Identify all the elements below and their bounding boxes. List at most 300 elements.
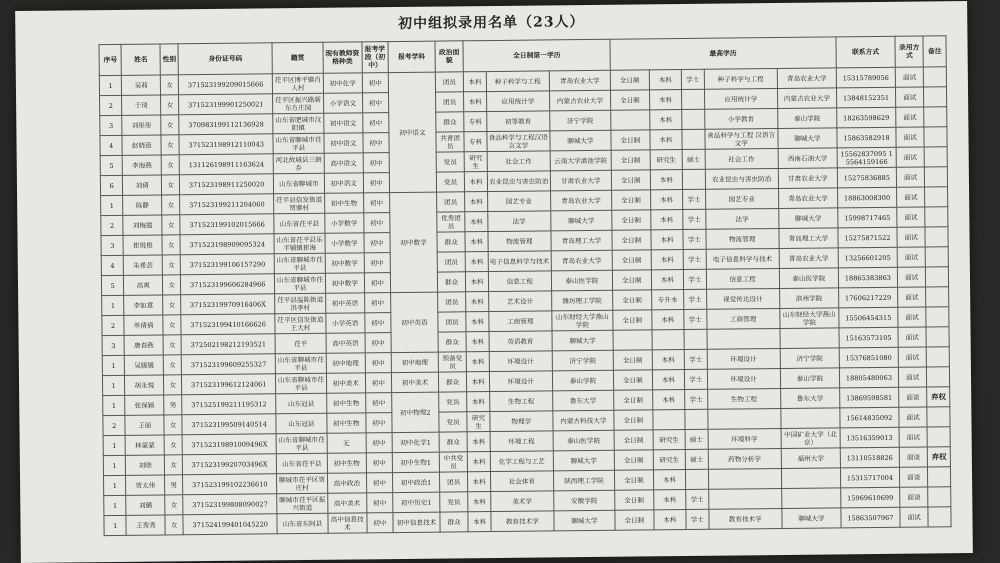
row-id: 371523198911250020 <box>180 174 274 195</box>
row-cert: 初中地理 <box>326 353 365 373</box>
row-method: 面试 <box>897 267 926 287</box>
roster-body <box>99 67 951 536</box>
row-hi-mode: 全日制 <box>615 510 654 530</box>
row-id: 371523198912110043 <box>179 134 273 155</box>
row-no: 2 <box>102 315 125 335</box>
row-subject: 初中物理2 <box>392 392 439 432</box>
row-gender: 女 <box>161 115 180 135</box>
row-subject: 初中信息技术 <box>393 512 440 532</box>
row-level: 初中 <box>366 433 393 453</box>
row-gender: 女 <box>162 195 181 215</box>
row-hi-degree: 本科 <box>650 130 683 150</box>
row-ft-degree: 本科 <box>466 312 489 332</box>
row-political: 党员 <box>439 412 468 432</box>
row-hi-degree: 研究生 <box>650 150 683 170</box>
row-ft-major: 教育技术学 <box>491 511 554 532</box>
row-political: 中共党员 <box>439 452 468 472</box>
row-hi-mode: 全日制 <box>611 150 650 170</box>
row-hi-mode: 全日制 <box>614 470 653 490</box>
row-method: 面试 <box>896 127 925 147</box>
row-gender: 女 <box>161 135 180 155</box>
header-cert: 现有教师资格种类 <box>323 42 362 73</box>
row-id: 371523199901250021 <box>179 94 273 115</box>
row-hi-degree: 本科 <box>652 370 685 390</box>
row-hi-title: 学士 <box>684 349 707 369</box>
row-note <box>925 147 948 167</box>
row-level: 初中 <box>364 273 391 293</box>
row-id: 371523199211204060 <box>180 194 274 215</box>
header-fulltime: 全日制第一学历 <box>463 39 610 72</box>
row-name: 唐春燕 <box>124 335 163 355</box>
row-no: 5 <box>100 155 123 175</box>
row-ft-degree: 本科 <box>467 352 490 372</box>
row-no: 4 <box>101 255 124 275</box>
row-cert: 高中英语 <box>326 333 365 353</box>
row-political: 团员 <box>439 472 468 492</box>
row-ft-school: 青岛农业大学 <box>549 70 610 91</box>
row-cert: 初中语文 <box>324 133 363 153</box>
row-method: 面试 <box>898 367 927 387</box>
row-ft-degree: 本科 <box>468 452 491 472</box>
row-hi-major: 教育技术学 <box>708 508 781 529</box>
row-level: 初中 <box>365 353 392 373</box>
row-origin: 山东省聊城市茌平县 <box>275 373 326 394</box>
row-hi-school: 西南石油大学 <box>778 148 837 169</box>
row-ft-school: 山东财经大学燕山学院 <box>552 310 613 331</box>
row-ft-degree: 本科 <box>467 432 490 452</box>
row-ft-school: 聊城大学 <box>550 130 611 151</box>
row-hi-title: 学士 <box>684 269 707 289</box>
row-hi-title: 学士 <box>683 229 706 249</box>
row-ft-degree: 本科 <box>466 332 489 352</box>
row-no: 2 <box>100 95 123 115</box>
row-phone: 18805480063 <box>839 367 898 388</box>
row-no: 1 <box>104 495 127 515</box>
row-hi-school <box>781 468 840 489</box>
row-hi-mode: 全日制 <box>613 350 652 370</box>
row-ft-degree: 本科 <box>468 492 491 512</box>
row-hi-school: 济宁学院 <box>780 348 839 369</box>
row-ft-major: 物流管理 <box>488 231 551 252</box>
row-ft-degree: 研究生 <box>464 152 487 172</box>
row-hi-title <box>682 129 705 149</box>
row-no: 1 <box>104 515 127 535</box>
page-title: 初中组拟录用名单（23人） <box>397 14 585 32</box>
row-level: 初中 <box>364 253 391 273</box>
row-method: 面试 <box>895 67 924 87</box>
header-no: 序号 <box>99 44 122 75</box>
row-cert: 小学数学 <box>325 213 364 233</box>
row-origin: 山东省聊城市茌平县 <box>274 253 325 274</box>
row-subject: 初中美术 <box>391 372 438 392</box>
header-phone: 联系方式 <box>836 36 895 68</box>
row-note <box>928 487 951 507</box>
row-hi-major: 物流管理 <box>706 229 779 250</box>
row-subject: 初中化学1 <box>392 432 439 452</box>
row-hi-major: 生物工程 <box>707 389 780 410</box>
row-id: 37152319891009496X <box>182 434 276 455</box>
row-political: 团员 <box>437 252 466 272</box>
row-ft-school: 青岛农业大学 <box>550 190 611 211</box>
row-gender: 女 <box>164 375 183 395</box>
row-note <box>924 87 947 107</box>
row-ft-major: 艺术设计 <box>488 291 551 312</box>
row-method: 面试 <box>899 427 928 447</box>
row-hi-degree: 研究生 <box>653 450 686 470</box>
row-id: 371525199211195312 <box>182 394 276 415</box>
row-political: 群众 <box>437 272 466 292</box>
row-method: 面谈 <box>899 447 928 467</box>
row-phone: 13869598581 <box>840 387 899 408</box>
row-phone: 13256601205 <box>838 247 897 268</box>
row-hi-degree: 本科 <box>651 310 684 330</box>
row-id: 371523199612124061 <box>182 374 276 395</box>
row-hi-major <box>707 409 780 430</box>
row-hi-degree: 本科 <box>649 70 682 90</box>
row-hi-degree <box>652 410 685 430</box>
row-ft-major: 环境设计 <box>489 351 552 372</box>
row-ft-major: 种子科学与工程 <box>486 71 549 92</box>
row-phone: 15998717465 <box>838 207 897 228</box>
row-phone: 17606217229 <box>838 287 897 308</box>
row-gender: 女 <box>163 315 182 335</box>
header-political: 政治面貌 <box>435 41 464 72</box>
row-cert: 初中数学 <box>325 253 364 273</box>
row-ft-major: 农业昆虫与害虫防治 <box>487 171 550 192</box>
row-ft-school: 内蒙古科技大学 <box>553 410 614 431</box>
row-note <box>926 247 949 267</box>
header-level: 报考学段（初中） <box>362 42 389 73</box>
row-hi-mode: 全日制 <box>614 390 653 410</box>
row-ft-degree: 本科 <box>465 212 488 232</box>
row-level: 初中 <box>365 413 392 433</box>
row-ft-major: 食品科学与工程汉语言文学 <box>487 131 550 152</box>
row-name: 林蒙蒙 <box>125 435 164 455</box>
row-ft-school: 聊城大学 <box>552 330 613 351</box>
row-ft-degree: 本科 <box>467 372 490 392</box>
row-gender: 女 <box>165 515 184 535</box>
row-hi-major: 环境科学 <box>708 429 781 450</box>
row-level: 初中 <box>362 93 389 113</box>
row-name: 刘梅霞 <box>123 215 162 235</box>
row-phone: 15315789056 <box>836 67 895 88</box>
row-gender: 男 <box>164 395 183 415</box>
row-id: 131126198911163624 <box>180 154 274 175</box>
row-method: 面试 <box>897 227 926 247</box>
row-ft-school: 青岛理工大学 <box>551 230 612 251</box>
row-hi-major <box>708 489 781 510</box>
header-name: 姓名 <box>121 44 160 75</box>
row-hi-title: 学士 <box>686 489 709 509</box>
row-hi-title: 学士 <box>684 309 707 329</box>
row-hi-degree: 本科 <box>653 470 686 490</box>
row-id: 370983199112136928 <box>179 114 273 135</box>
row-method: 面试 <box>898 347 927 367</box>
row-name: 刘彤彤 <box>122 115 161 135</box>
row-subject: 初中数学 <box>390 192 438 292</box>
row-hi-degree: 本科 <box>653 510 686 530</box>
row-name: 高爽 <box>124 275 163 295</box>
row-ft-school: 鲁东大学 <box>552 390 613 411</box>
row-phone: 15863507967 <box>841 507 900 528</box>
row-origin: 茌平区信发街道王大村 <box>275 313 326 334</box>
roster-table <box>98 35 951 536</box>
row-name: 朱希芸 <box>124 255 163 275</box>
row-name: 陈静 <box>123 195 162 215</box>
row-level: 初中 <box>365 333 392 353</box>
row-ft-school: 安徽学院 <box>554 490 615 511</box>
row-ft-degree: 本科 <box>466 272 489 292</box>
row-hi-title <box>686 469 709 489</box>
row-political: 优秀团员 <box>437 212 466 232</box>
row-ft-school: 聊城大学 <box>553 450 614 471</box>
row-method: 面试 <box>897 287 926 307</box>
row-cert: 初中英语 <box>326 293 365 313</box>
row-hi-mode: 全日制 <box>613 370 652 390</box>
row-subject: 初中英语 <box>391 292 438 352</box>
row-hi-major: 应用统计学 <box>704 89 777 110</box>
row-method: 面谈 <box>900 487 929 507</box>
row-political: 群众 <box>439 432 468 452</box>
row-no: 1 <box>102 295 125 315</box>
row-name: 李海燕 <box>123 155 162 175</box>
row-id: 371524199401045220 <box>183 514 277 535</box>
row-gender: 女 <box>161 155 180 175</box>
row-hi-school: 甘肃农业大学 <box>778 168 837 189</box>
row-origin: 山东冠县 <box>276 413 327 434</box>
row-phone: 18263598629 <box>837 107 896 128</box>
row-no: 1 <box>103 455 126 475</box>
row-ft-degree: 本科 <box>466 252 489 272</box>
row-level: 初中 <box>364 233 391 253</box>
row-hi-school: 滨州学院 <box>779 288 838 309</box>
row-gender: 女 <box>164 415 183 435</box>
row-hi-title <box>682 89 705 109</box>
row-origin: 茌平区振兴路新东方庄园 <box>273 93 324 114</box>
row-cert: 小学数学 <box>325 233 364 253</box>
row-hi-title: 硕士 <box>685 429 708 449</box>
row-hi-school <box>781 408 840 429</box>
row-hi-major: 视觉传达设计 <box>706 289 779 310</box>
row-ft-degree: 本科 <box>468 472 491 492</box>
row-gender: 女 <box>160 75 179 95</box>
row-subject: 初中政治1 <box>393 472 440 492</box>
row-no: 1 <box>102 355 125 375</box>
row-cert: 高中政治 <box>327 473 366 493</box>
row-gender: 女 <box>162 235 181 255</box>
row-gender: 女 <box>163 355 182 375</box>
row-name: 单倩倩 <box>124 315 163 335</box>
row-subject: 初中生物1 <box>392 452 439 472</box>
row-level: 初中 <box>366 473 393 493</box>
row-hi-title: 学士 <box>683 249 706 269</box>
row-no: 3 <box>101 235 124 255</box>
row-hi-degree: 本科 <box>649 90 682 110</box>
row-ft-degree: 本科 <box>464 92 487 112</box>
row-hi-major: 法学 <box>705 209 778 230</box>
row-ft-degree: 本科 <box>465 172 488 192</box>
row-hi-major: 食品科学与工程 汉语言文学 <box>704 129 777 150</box>
row-hi-school: 泰山医学院 <box>779 268 838 289</box>
row-ft-degree: 本科 <box>465 192 488 212</box>
row-subject: 初中地理 <box>391 352 438 372</box>
row-origin: 山东省聊城市茌平县 <box>274 273 325 294</box>
row-ft-school: 济宁学院 <box>550 110 611 131</box>
row-political: 党员 <box>440 492 469 512</box>
row-cert: 高中信息技术 <box>328 513 367 533</box>
row-hi-title: 学士 <box>685 389 708 409</box>
row-gender: 女 <box>165 495 184 515</box>
row-origin: 山东省茌平县乐平铺镇崔海 <box>274 233 325 254</box>
row-level: 初中 <box>362 113 389 133</box>
row-hi-major: 环境设计 <box>707 369 780 390</box>
row-hi-title: 硕士 <box>685 449 708 469</box>
row-origin: 河北故城县三朗乡 <box>273 153 324 174</box>
row-hi-major: 园艺专业 <box>705 189 778 210</box>
row-hi-school: 鲁东大学 <box>780 388 839 409</box>
row-subject: 初中历史1 <box>393 492 440 512</box>
row-cert: 初中数学 <box>325 273 364 293</box>
row-phone: 15275871522 <box>838 227 897 248</box>
row-cert: 初中化学 <box>323 73 362 93</box>
row-method: 面试 <box>899 407 928 427</box>
row-phone: 18865383863 <box>838 267 897 288</box>
row-political: 团员 <box>435 92 464 112</box>
row-origin: 聊城市茌平区贾庄村 <box>277 473 328 494</box>
row-hi-title: 学士 <box>684 289 707 309</box>
row-origin: 山东省聊城市 <box>273 173 324 194</box>
row-hi-title <box>685 409 708 429</box>
row-hi-title: 学士 <box>685 369 708 389</box>
row-hi-degree: 本科 <box>651 270 684 290</box>
row-level: 初中 <box>363 213 390 233</box>
row-ft-degree: 研究生 <box>467 412 490 432</box>
row-level: 初中 <box>363 193 390 213</box>
row-phone: 15376851080 <box>839 347 898 368</box>
row-gender: 女 <box>163 335 182 355</box>
header-id: 身份证号码 <box>178 43 272 75</box>
row-hi-title <box>682 169 705 189</box>
row-phone: 13516359013 <box>840 427 899 448</box>
row-gender: 女 <box>161 95 180 115</box>
row-note <box>926 307 949 327</box>
row-name: 刘璐 <box>126 495 165 515</box>
row-hi-major: 社会工作 <box>705 149 778 170</box>
row-id: 37152319920703496X <box>183 454 277 475</box>
row-no: 1 <box>99 75 122 95</box>
row-political: 预备党员 <box>438 352 467 372</box>
row-hi-school: 青岛农业大学 <box>779 248 838 269</box>
row-id: 371523199102015666 <box>180 214 274 235</box>
row-id: 371523199606284966 <box>181 274 275 295</box>
row-id: 371523198909095324 <box>180 234 274 255</box>
row-ft-degree: 本科 <box>465 232 488 252</box>
row-political: 团员 <box>435 72 464 92</box>
row-origin: 山东省茌平县 <box>276 453 327 474</box>
row-hi-mode <box>613 330 652 350</box>
row-ft-major: 社会工作 <box>487 151 550 172</box>
row-gender: 女 <box>162 255 181 275</box>
row-hi-degree: 本科 <box>653 490 686 510</box>
row-note <box>928 507 951 527</box>
row-note <box>924 67 947 87</box>
row-hi-mode: 全日制 <box>612 210 651 230</box>
row-name: 刘倩 <box>123 175 162 195</box>
row-gender: 女 <box>161 175 180 195</box>
row-note <box>928 467 951 487</box>
row-note <box>925 207 948 227</box>
row-hi-school <box>780 328 839 349</box>
row-cert: 初中语文 <box>324 173 363 193</box>
row-ft-major: 美术学 <box>490 491 553 512</box>
row-id: 371523199209015666 <box>179 74 273 95</box>
row-gender: 女 <box>163 295 182 315</box>
row-hi-mode: 全日制 <box>615 490 654 510</box>
row-hi-title: 硕士 <box>682 149 705 169</box>
row-political: 群众 <box>440 512 469 532</box>
row-hi-title: 学士 <box>683 209 706 229</box>
row-ft-major: 法学 <box>487 211 550 232</box>
row-hi-mode: 全日制 <box>610 70 649 90</box>
row-hi-school: 福州大学 <box>781 448 840 469</box>
row-ft-major: 电子信息科学与技术 <box>488 251 551 272</box>
row-political: 团员 <box>436 192 465 212</box>
row-political: 群众 <box>438 372 467 392</box>
row-hi-title <box>684 329 707 349</box>
row-name: 王丽 <box>125 415 164 435</box>
row-phone: 18863008300 <box>837 187 896 208</box>
row-hi-mode: 全日制 <box>612 250 651 270</box>
row-no: 1 <box>104 475 127 495</box>
row-hi-school <box>782 488 841 509</box>
row-political: 党员 <box>438 392 467 412</box>
header-highest: 最高学历 <box>610 37 836 70</box>
row-method: 面试 <box>897 207 926 227</box>
row-hi-school: 青岛农业大学 <box>778 188 837 209</box>
row-ft-school: 潍坊理工学院 <box>551 290 612 311</box>
row-hi-degree: 本科 <box>650 190 683 210</box>
row-method: 面谈 <box>899 467 928 487</box>
row-note <box>926 267 949 287</box>
row-hi-mode: 全日制 <box>611 130 650 150</box>
row-ft-school: 聊城大学 <box>551 210 612 231</box>
row-ft-major: 化学工程与工艺 <box>490 451 553 472</box>
row-phone: 15614835092 <box>840 407 899 428</box>
row-ft-school: 济宁学院 <box>552 350 613 371</box>
row-phone: 15969610699 <box>841 487 900 508</box>
row-level: 初中 <box>366 493 393 513</box>
row-cert: 小学语文 <box>323 93 362 113</box>
row-hi-title: 学士 <box>683 189 706 209</box>
row-gender: 女 <box>162 275 181 295</box>
row-political: 群众 <box>437 232 466 252</box>
row-hi-school: 聊城大学 <box>782 508 841 529</box>
row-origin: 山东省肥城市汶阳镇 <box>273 113 324 134</box>
row-phone: 15506454315 <box>839 307 898 328</box>
row-note <box>926 327 949 347</box>
header-subject: 报考学科 <box>388 41 435 72</box>
row-cert: 初中生物 <box>327 413 366 433</box>
row-ft-school: 泰山医学院 <box>551 270 612 291</box>
row-id: 371523199410166626 <box>181 314 275 335</box>
row-hi-degree: 专升本 <box>651 290 684 310</box>
row-hi-mode: 全日制 <box>612 230 651 250</box>
row-ft-school: 泰山学院 <box>552 370 613 391</box>
row-phone: 13110518826 <box>840 447 899 468</box>
row-id: 371523199102236610 <box>183 474 277 495</box>
row-hi-mode: 全日制 <box>611 190 650 210</box>
row-hi-major <box>708 469 781 490</box>
